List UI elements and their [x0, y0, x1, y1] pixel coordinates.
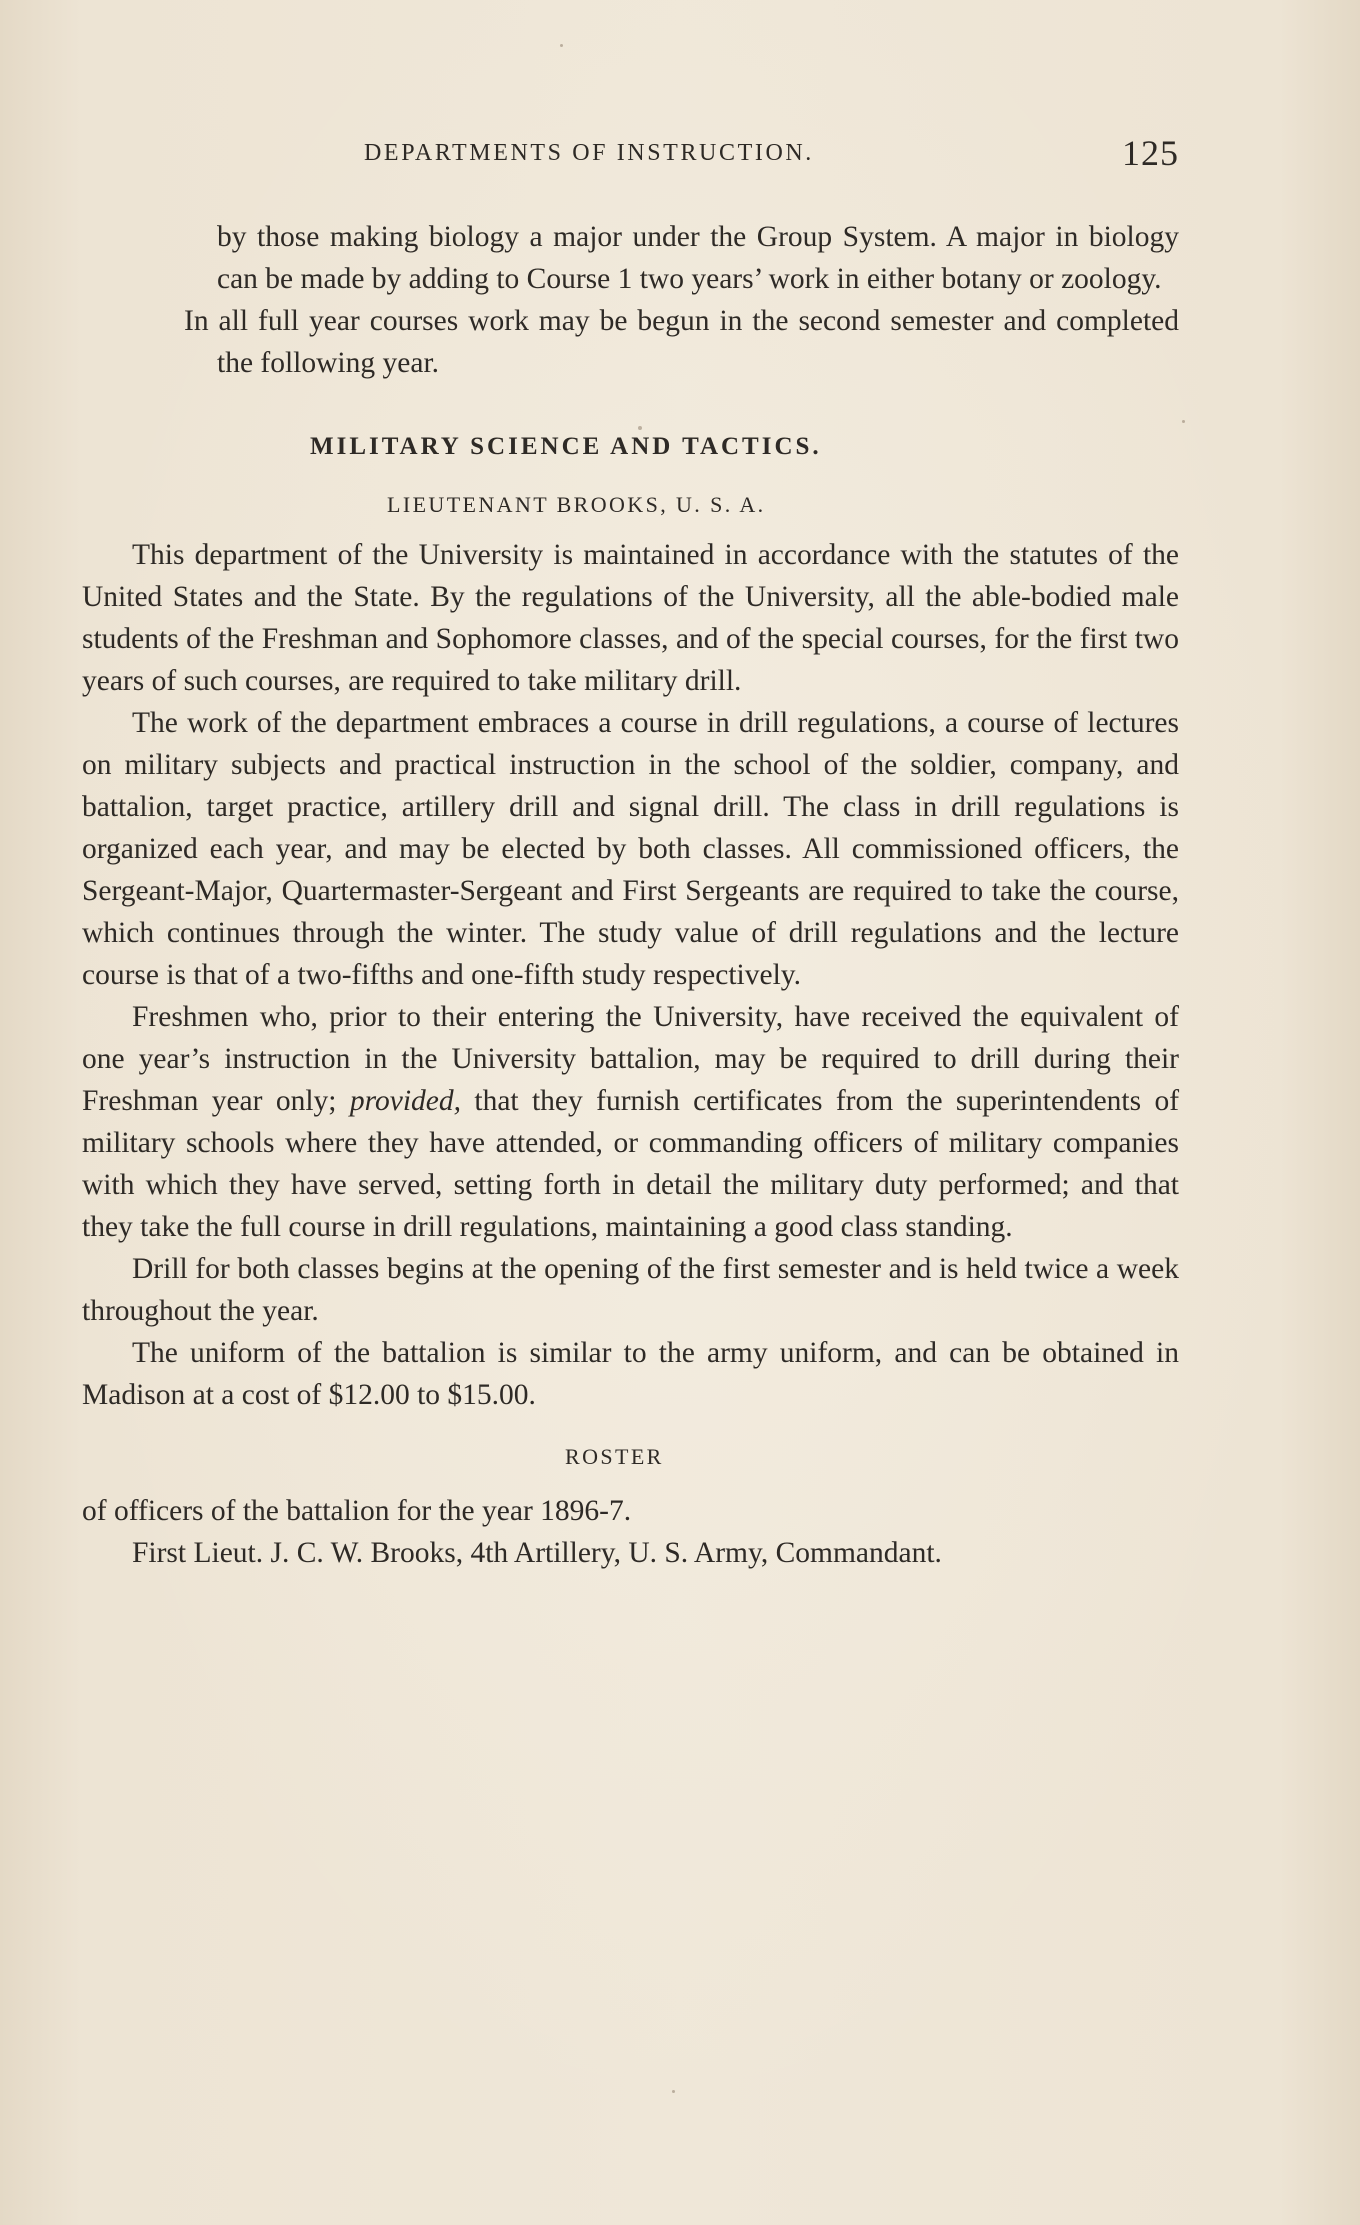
- paragraph-3-after: that they furnish certificates from the superintendents of military schools where they have attended, or commanding officers of military companies with which they have served, setting forth in detail the military duty performed; and that they take the full course in drill regulations, maintaining a good class standing.: [82, 1085, 1180, 1243]
- section-heading-text: MILITARY SCIENCE AND TACTICS.: [310, 433, 822, 460]
- page-number: 125: [1122, 133, 1179, 173]
- roster-heading: ROSTER: [565, 1444, 664, 1469]
- paragraph-3-italic: provided,: [349, 1085, 462, 1117]
- paper-speck: [1182, 420, 1185, 423]
- paper-speck: [672, 2090, 675, 2093]
- roster-entry: First Lieut. J. C. W. Brooks, 4th Artillery, U. S. Army, Commandant.: [132, 1537, 942, 1569]
- paragraph-5: The uniform of the battalion is similar to the army uniform, and can be obtained in Madison at a cost of $12.00 to $15.00.: [82, 1337, 1179, 1411]
- paragraph-1: This department of the University is maintained in accordance with the statutes of the United States and the State. By the regulations of the University, all the able-bodied male students of the Freshman and Sophomore classes, and of the special courses, for the first two years of such courses, are required to take military drill.: [82, 539, 1179, 697]
- paragraph-4: Drill for both classes begins at the opening of the first semester and is held twice a week throughout the year.: [82, 1253, 1179, 1327]
- section-heading: [82, 426, 1179, 468]
- intro-text: by those making biology a major under the Group System. A major in biology can be made by adding to Course 1 two years’ work in either botany or zoology.: [217, 221, 1179, 295]
- paper-speck: [560, 44, 563, 47]
- paragraph-3: [82, 996, 1179, 1248]
- running-head: DEPARTMENTS OF INSTRUCTION.: [364, 140, 814, 166]
- intro-paragraph: [82, 216, 1179, 384]
- paragraph-3-before: Freshmen who, prior to their entering the University, have received the equivalent of one year’s instruction in the University battalion, may be required to drill during their Freshman year only;: [82, 1001, 1179, 1117]
- paragraph-2: The work of the department embraces a course in drill regulations, a course of lectures on military subjects and practical instruction in the school of the soldier, company, and battalion, target practice, artillery drill and signal drill. The class in drill regulations is organized each year, and may be elected by both classes. All commissioned officers, the Sergeant-Major, Quartermaster-Sergeant and First Sergeants are required to take the course, which continues through the winter. The study value of drill regulations and the lecture course is that of a two-fifths and one-fifth study respectively.: [82, 707, 1179, 991]
- page-header: [82, 132, 1179, 172]
- intro-hang-text: In all full year courses work may be begun in the second semester and completed the following year.: [184, 305, 1179, 379]
- roster-intro: of officers of the battalion for the year 1896-7.: [82, 1495, 632, 1527]
- page-body: [82, 216, 1179, 1574]
- section-subheading: LIEUTENANT BROOKS, U. S. A.: [387, 492, 766, 517]
